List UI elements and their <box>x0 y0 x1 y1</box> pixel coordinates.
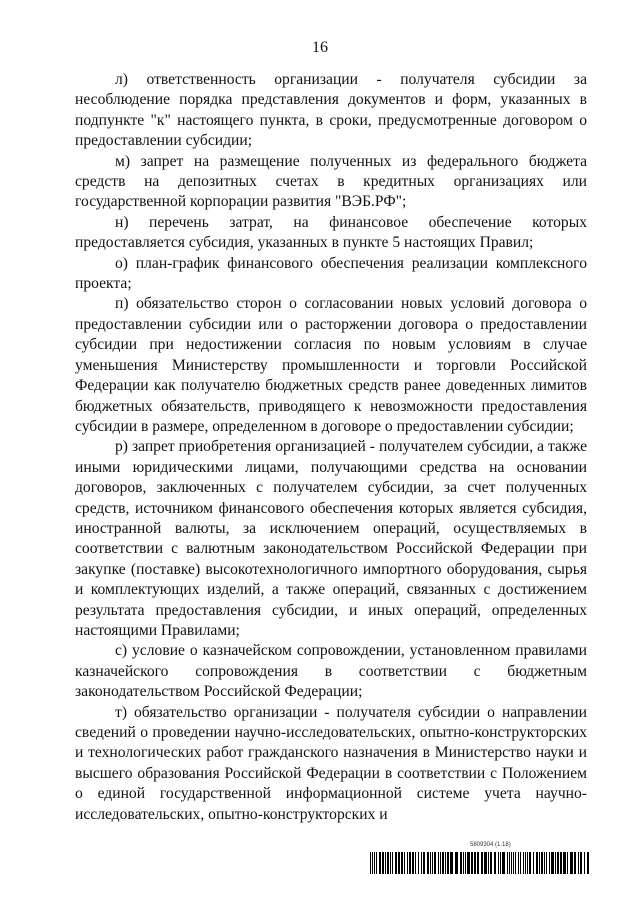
page-number: 16 <box>312 39 328 56</box>
barcode-number: 5809304 (1.18) <box>470 842 511 848</box>
paragraph-t: т) обязательство организации - получателя субсидии о направлении сведений о проведении научно-исследовательских, опытно-конструкторских и технологических работ гражданского назначения в Министерство науки и высшего образования Российской Федерации в соответствии с Положением о единой государственной информационной системе учета научно-исследовательских, опытно-конструкторских и <box>75 703 587 823</box>
paragraph-r: р) запрет приобретения организацией - получателем субсидии, а также иными юридическими лицами, получающими средства на основании договоров, заключенных с получателем субсидии, за счет полученных средств, источником финансового обеспечения которых является субсидия, иностранной валюты, за исключением операций, осуществляемых в соответствии с валютным законодательством Российской Федерации при закупке (поставке) высокотехнологичного импортного оборудования, сырья и комплектующих изделий, а также операций, связанных с достижением результата предоставления субсидии, и иных операций, определенных настоящими Правилами; <box>75 438 587 639</box>
paragraph-l: л) ответственность организации - получателя субсидии за несоблюдение порядка представления документов и форм, указанных в подпункте "к" настоящего пункта, в сроки, предусмотренные договором о предоставлении субсидии; <box>75 71 587 150</box>
barcode-image <box>370 852 590 874</box>
paragraph-s: с) условие о казначейском сопровождении, установленном правилами казначейского сопровождения в соответствии с бюджетным законодательством Российской Федерации; <box>75 642 587 701</box>
document-body <box>75 70 587 825</box>
paragraph-m: м) запрет на размещение полученных из федерального бюджета средств на депозитных счетах в кредитных организациях или государственной корпорации развития "ВЭБ.РФ"; <box>75 152 587 211</box>
paragraph-n: н) перечень затрат, на финансовое обеспечение которых предоставляется субсидия, указанных в пункте 5 настоящих Правил; <box>75 213 587 252</box>
paragraph-p: п) обязательство сторон о согласовании новых условий договора о предоставлении субсидии или о расторжении договора о предоставлении субсидии при недостижении согласия по новым условиям в случае уменьшения Министерству промышленности и торговли Российской Федерации как получателю бюджетных средств ранее доведенных лимитов бюджетных обязательств, приводящего к невозможности предоставления субсидии в размере, определенном в договоре о предоставлении субсидии; <box>75 295 587 435</box>
paragraph-o: о) план-график финансового обеспечения реализации комплексного проекта; <box>75 254 587 293</box>
